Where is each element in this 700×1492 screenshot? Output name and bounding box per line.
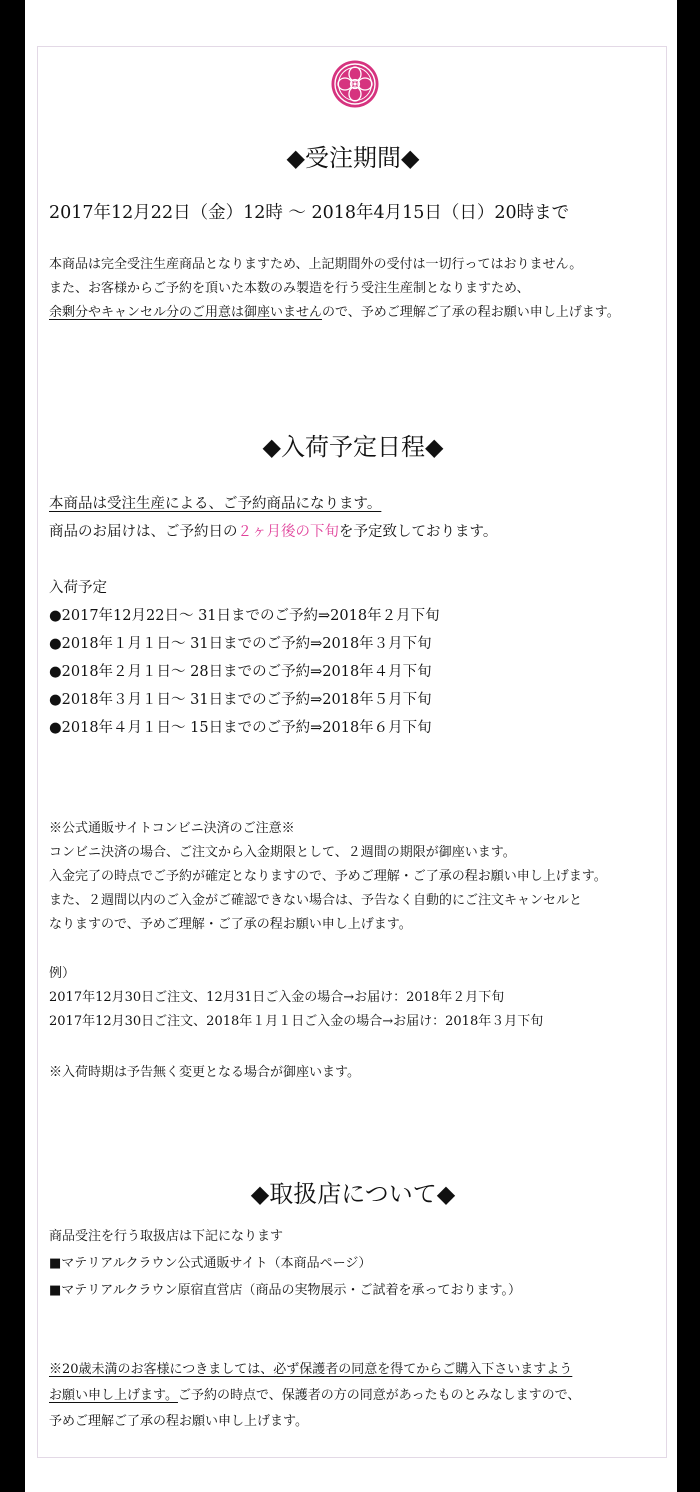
order-period-note-1: 本商品は完全受注生産商品となりますため、上記期間外の受付は一切行ってはおりません。 (49, 257, 583, 272)
schedule-item: ●2018年３月１日〜 31日までのご予約⇒2018年５月下旬 (49, 692, 432, 708)
store-item: ■マテリアルクラウン公式通販サイト（本商品ページ） (49, 1256, 372, 1271)
convenience-line: 入金完了の時点でご予約が確定となりますので、予めご理解・ご了承の程お願い申し上げます。 (49, 869, 607, 884)
schedule-item: ●2017年12月22日〜 31日までのご予約⇒2018年２月下旬 (49, 608, 440, 624)
delivery-timing-highlight: ２ヶ月後の下旬 (237, 524, 339, 540)
order-period-note-3-rest: ので、予めご理解ご了承の程お願い申し上げます。 (322, 305, 620, 320)
age-notice-line-2 (49, 1384, 580, 1408)
schedule-title: 入荷予定 (49, 580, 107, 596)
arrival-line-2 (49, 518, 497, 546)
made-to-order-notice: 本商品は受注生産による、ご予約商品になります。 (49, 496, 382, 512)
convenience-line: また、２週間以内のご入金がご確認できない場合は、予告なく自動的にご注文キャンセルと (49, 893, 583, 908)
page (25, 0, 677, 1492)
content-panel (37, 46, 667, 1458)
age-notice-line-2-rest: ご予約の時点で、保護者の方の同意があったものとみなしますので、 (177, 1388, 581, 1403)
age-notice-line-1 (49, 1358, 572, 1382)
schedule-item: ●2018年１月１日〜 31日までのご予約⇒2018年３月下旬 (49, 636, 432, 652)
arrival-line-2-post: を予定致しております。 (339, 524, 498, 540)
order-period-note-3 (49, 301, 620, 325)
convenience-title: ※公式通販サイトコンビニ決済のご注意※ (49, 821, 295, 836)
no-surplus-notice: 余剰分やキャンセル分のご用意は御座いません (49, 305, 323, 320)
convenience-line: コンビニ決済の場合、ご注文から入金期限として、２週間の期限が御座います。 (49, 845, 516, 860)
arrival-line-2-pre: 商品のお届けは、ご予約日の (49, 524, 238, 540)
schedule-item: ●2018年２月１日〜 28日までのご予約⇒2018年４月下旬 (49, 664, 432, 680)
stores-heading: ◆取扱店について◆ (250, 1180, 456, 1208)
example-line: 2017年12月30日ご注文、2018年１月１日ご入金の場合→お届け：2018年３月下旬 (49, 1014, 544, 1029)
order-period-heading: ◆受注期間◆ (286, 144, 420, 172)
age-notice-underlined-1: ※20歳未満のお客様につきましては、必ず保護者の同意を得てからご購入下さいますよう (49, 1362, 573, 1377)
age-notice-underlined-2: お願い申し上げます。 (49, 1388, 178, 1403)
order-period-note-2: また、お客様からご予約を頂いた本数のみ製造を行う受注生産制となりますため、 (49, 281, 530, 296)
arrival-heading: ◆入荷予定日程◆ (262, 433, 444, 461)
convenience-line: なりますので、予めご理解・ご了承の程お願い申し上げます。 (49, 917, 412, 932)
schedule-item: ●2018年４月１日〜 15日までのご予約⇒2018年６月下旬 (49, 720, 432, 736)
order-period-dates: 2017年12月22日（金）12時 〜 2018年4月15日（日）20時まで (49, 203, 570, 223)
crest-logo-icon (330, 59, 380, 109)
arrival-line-1 (49, 490, 381, 518)
example-line: 2017年12月30日ご注文、12月31日ご入金の場合→お届け：2018年２月下旬 (49, 990, 505, 1005)
example-title: 例） (49, 966, 76, 981)
age-notice-line-3: 予めご理解ご了承の程お願い申し上げます。 (49, 1414, 308, 1429)
arrival-change-note: ※入荷時期は予告無く変更となる場合が御座います。 (49, 1065, 360, 1080)
store-item: ■マテリアルクラウン原宿直営店（商品の実物展示・ご試着を承っております。） (49, 1283, 521, 1298)
stores-intro: 商品受注を行う取扱店は下記になります (49, 1229, 284, 1244)
